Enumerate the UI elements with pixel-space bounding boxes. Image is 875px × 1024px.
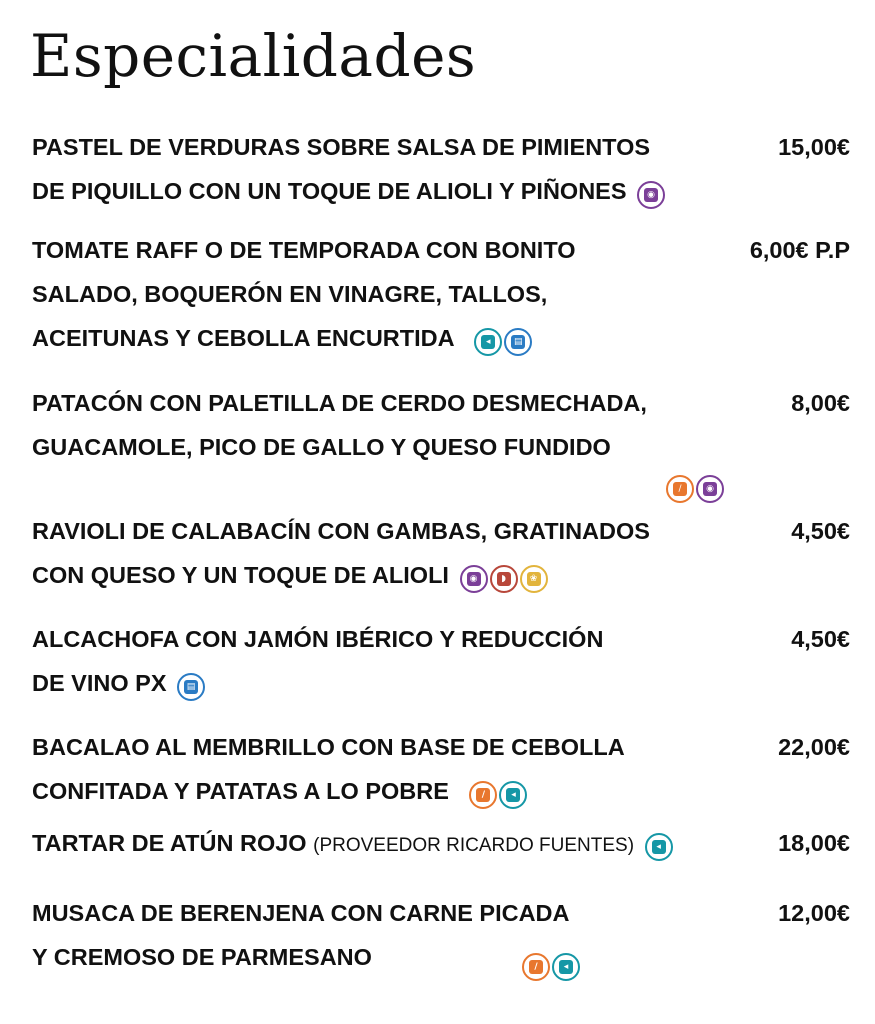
dish-price: 8,00€ [791, 390, 850, 416]
dish-name-line: GUACAMOLE, PICO DE GALLO Y QUESO FUNDIDO [32, 434, 611, 460]
dish-name-line: MUSACA DE BERENJENA CON CARNE PICADA [32, 900, 570, 926]
dish-name-line: ACEITUNAS Y CEBOLLA ENCURTIDA [32, 325, 454, 351]
menu-item-musaca [32, 891, 850, 979]
egg-allergen-icon: ◉ [460, 565, 488, 593]
dish-name-line: PATACÓN CON PALETILLA DE CERDO DESMECHADA, [32, 390, 647, 416]
dish-name-line: CON QUESO Y UN TOQUE DE ALIOLI [32, 562, 449, 588]
page-title: Especialidades [30, 22, 477, 90]
allergen-icons [460, 555, 550, 599]
fish-allergen-icon: ◂ [552, 953, 580, 981]
sulphite-allergen-icon: ▤ [504, 328, 532, 356]
allergen-icons [474, 318, 534, 362]
allergen-icons [177, 663, 207, 707]
gluten-allergen-icon: ❀ [520, 565, 548, 593]
dish-name-line: SALADO, BOQUERÓN EN VINAGRE, TALLOS, [32, 281, 548, 307]
fish-allergen-icon: ◂ [474, 328, 502, 356]
dish-name-line: Y CREMOSO DE PARMESANO [32, 944, 372, 970]
sulphite-allergen-icon: ▤ [177, 673, 205, 701]
dish-name-line: DE VINO PX [32, 670, 167, 696]
fish-allergen-icon: ◂ [499, 781, 527, 809]
dish-price: 22,00€ [778, 734, 850, 760]
dish-name-line: BACALAO AL MEMBRILLO CON BASE DE CEBOLLA [32, 734, 625, 760]
crustacean-allergen-icon: ◗ [490, 565, 518, 593]
dish-name-line: TOMATE RAFF O DE TEMPORADA CON BONITO [32, 237, 576, 263]
fish-allergen-icon: ◂ [645, 833, 673, 861]
dairy-allergen-icon: / [666, 475, 694, 503]
menu-item-alcachofa [32, 617, 850, 705]
allergen-icons [645, 823, 675, 867]
dish-price: 6,00€ P.P [749, 237, 850, 263]
dish-name-line: RAVIOLI DE CALABACÍN CON GAMBAS, GRATINADOS [32, 518, 650, 544]
dish-name-line: PASTEL DE VERDURAS SOBRE SALSA DE PIMIENTOS [32, 134, 651, 160]
dish-price: 4,50€ [791, 518, 850, 544]
dish-name-line: DE PIQUILLO CON UN TOQUE DE ALIOLI Y PIÑONES [32, 178, 627, 204]
dish-price: 4,50€ [791, 626, 850, 652]
allergen-icons [522, 943, 582, 987]
dairy-allergen-icon: / [469, 781, 497, 809]
dish-price: 15,00€ [778, 134, 850, 160]
dish-price: 12,00€ [778, 900, 850, 926]
egg-allergen-icon: ◉ [696, 475, 724, 503]
dish-price: 18,00€ [778, 830, 850, 856]
supplier-note: (PROVEEDOR RICARDO FUENTES) [313, 835, 635, 856]
dish-name-line: CONFITADA Y PATATAS A LO POBRE [32, 778, 449, 804]
allergen-icons [666, 475, 726, 503]
dish-name-line: TARTAR DE ATÚN ROJO [32, 830, 307, 856]
menu-item-tomate-raff [32, 228, 850, 360]
dish-name-line: ALCACHOFA CON JAMÓN IBÉRICO Y REDUCCIÓN [32, 626, 604, 652]
allergen-icons [637, 171, 667, 215]
dairy-allergen-icon: / [522, 953, 550, 981]
menu-item-tartar-de-atun [32, 821, 850, 865]
allergen-icons [469, 771, 529, 815]
menu-item-patacon [32, 381, 850, 509]
egg-allergen-icon: ◉ [637, 181, 665, 209]
menu-item-bacalao [32, 725, 850, 813]
menu-item-ravioli [32, 509, 850, 597]
menu-item-pastel-de-verduras [32, 125, 850, 213]
